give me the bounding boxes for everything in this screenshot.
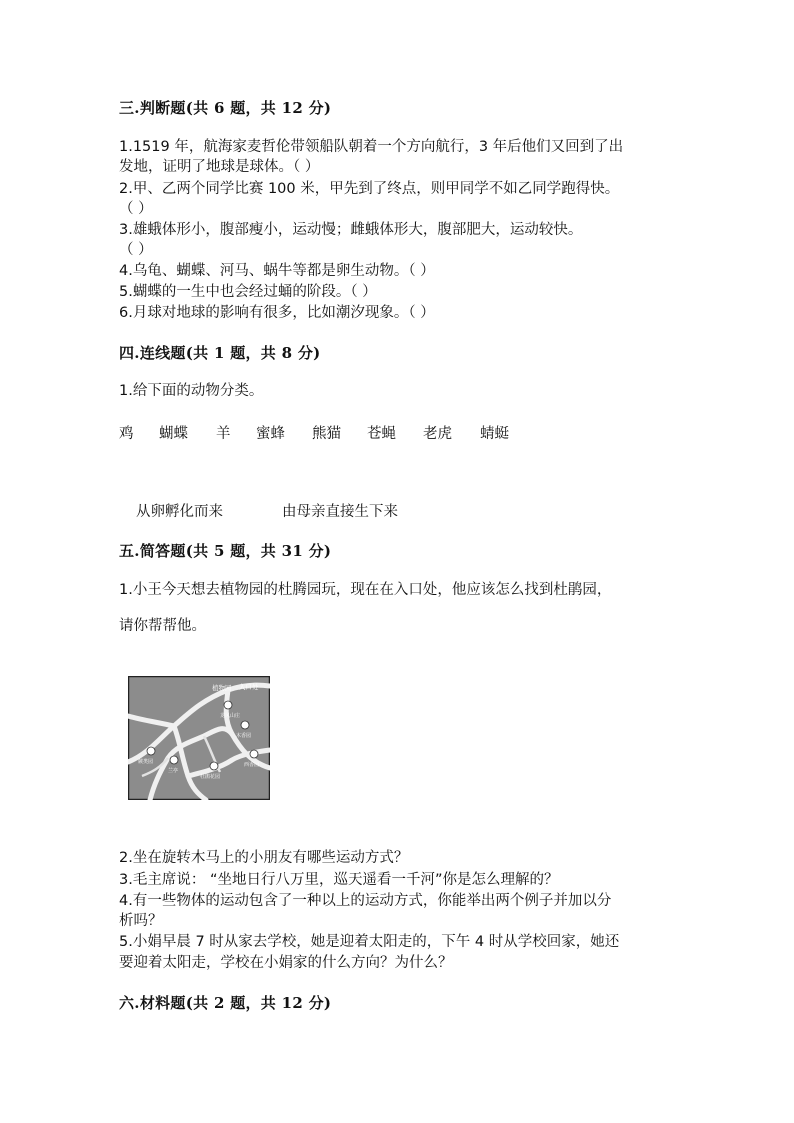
section-heading-matching: 四.连线题(共 1 题，共 8 分) <box>119 344 321 362</box>
question-text: 5.小娟早晨 7 时从家去学校，她是迎着太阳走的，下午 4 时从学校回家，她还 <box>119 934 620 950</box>
section-heading-material: 六.材料题(共 2 题，共 12 分) <box>119 994 332 1012</box>
animal-item: 老虎 <box>423 426 452 442</box>
question-text: 请你帮帮他。 <box>119 618 206 634</box>
animal-item: 蜜蜂 <box>256 426 285 442</box>
map-label: 入口处 <box>239 683 259 691</box>
animal-item: 熊猫 <box>312 426 341 442</box>
animal-list <box>119 422 539 442</box>
animal-item: 鸡 <box>119 426 134 442</box>
map-label: 杜鹃花园 <box>200 774 221 780</box>
category-oviparous: 从卵孵化而来 <box>136 504 223 520</box>
category-viviparous: 由母亲直接生下来 <box>282 504 398 520</box>
question-text: 3.毛主席说： “坐地日行八万里，巡天遥看一千河”你是怎么理解的？ <box>119 872 559 888</box>
map-label: 兰亭 <box>168 768 179 774</box>
map-label: 植物园 <box>212 684 232 692</box>
map-label: 龙风山庄 <box>220 713 241 719</box>
question-text: （ ） <box>119 242 153 258</box>
question-text: 1.给下面的动物分类。 <box>119 383 264 399</box>
question-text: 4.乌龟、蝴蝶、河马、蜗牛等都是卵生动物。（ ） <box>119 263 435 279</box>
question-text: （ ） <box>119 201 153 217</box>
question-text: 6.月球对地球的影响有很多，比如潮汐现象。（ ） <box>119 305 435 321</box>
question-text: 2.甲、乙两个同学比赛 100 米，甲先到了终点，则甲同学不如乙同学跑得快。 <box>119 181 620 197</box>
map-label: 木香园 <box>236 733 252 739</box>
animal-item: 羊 <box>216 426 231 442</box>
animal-item: 蝴蝶 <box>159 426 188 442</box>
question-text: 1.小王今天想去植物园的杜腾园玩，现在在入口处，他应该怎么找到杜鹃园， <box>119 582 612 598</box>
question-text: 5.蝴蝶的一生中也会经过蛹的阶段。（ ） <box>119 284 377 300</box>
question-text: 1.1519 年，航海家麦哲伦带领船队朝着一个方向航行，3 年后他们又回到了出 <box>119 139 624 155</box>
question-text: 4.有一些物体的运动包含了一种以上的运动方式，你能举出两个例子并加以分 <box>119 893 612 909</box>
question-text: 3.雄蛾体形小，腹部瘦小，运动慢；雌蛾体形大，腹部肥大，运动较快。 <box>119 222 583 238</box>
question-text: 2.坐在旋转木马上的小朋友有哪些运动方式？ <box>119 850 409 866</box>
section-heading-short-answer: 五.简答题(共 5 题，共 31 分) <box>119 542 332 560</box>
botanical-garden-map <box>128 676 270 800</box>
section-heading-judgment: 三.判断题(共 6 题，共 12 分) <box>119 99 332 117</box>
question-text: 发地，证明了地球是球体。（ ） <box>119 159 320 175</box>
question-text: 要迎着太阳走，学校在小娟家的什么方向？为什么？ <box>119 955 453 971</box>
animal-item: 蜻蜓 <box>480 426 509 442</box>
map-label: 西香园 <box>244 762 260 768</box>
question-text: 析吗？ <box>119 913 163 929</box>
map-label: 蕨类园 <box>138 759 154 765</box>
animal-item: 苍蝇 <box>367 426 396 442</box>
